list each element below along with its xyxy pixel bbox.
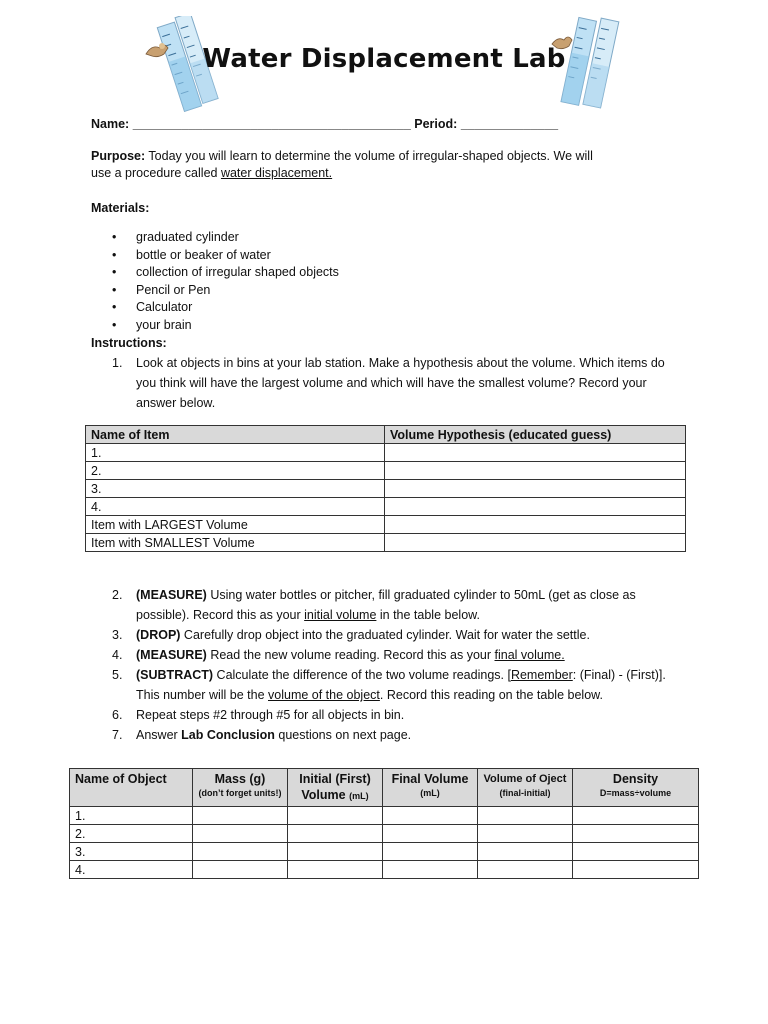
materials-heading: Materials: <box>91 201 150 215</box>
table-row <box>86 462 686 480</box>
data-cell[interactable] <box>573 807 699 825</box>
list-item: • bottle or beaker of water <box>112 247 339 265</box>
table-row <box>70 825 699 843</box>
step-text: This number will be the <box>136 688 269 702</box>
step-text: . Record this reading on the table below. <box>379 688 603 702</box>
table-row <box>70 861 699 879</box>
data-cell[interactable] <box>383 825 478 843</box>
data-cell[interactable] <box>193 807 288 825</box>
materials-list <box>112 229 339 335</box>
row-label[interactable]: 2. <box>70 825 193 843</box>
column-header <box>383 769 478 807</box>
data-cell[interactable] <box>478 807 573 825</box>
data-cell[interactable] <box>383 843 478 861</box>
list-item: • graduated cylinder <box>112 229 339 247</box>
answer-cell[interactable] <box>385 534 686 552</box>
table-header-row <box>86 426 686 444</box>
purpose-term: water displacement. <box>220 166 333 180</box>
answer-cell[interactable] <box>385 480 686 498</box>
data-cell[interactable] <box>478 861 573 879</box>
page-title: Water Displacement Lab <box>202 44 566 74</box>
step-text: Using water bottles or pitcher, fill graduated cylinder to 50mL (get as close as <box>206 588 636 602</box>
row-label[interactable]: 1. <box>86 444 385 462</box>
step-keyword: (MEASURE) <box>136 648 207 662</box>
row-label[interactable]: 3. <box>86 480 385 498</box>
step-keyword: (DROP) <box>136 628 181 642</box>
step-number: 3. <box>112 628 123 642</box>
list-item: • your brain <box>112 317 339 335</box>
step-text-line <box>136 605 666 625</box>
step-text-line <box>136 685 666 705</box>
column-header <box>288 769 383 807</box>
purpose-line-1 <box>91 148 593 164</box>
step-text-line <box>136 645 666 665</box>
list-item: • Calculator <box>112 299 339 317</box>
step-text-line: you think will have the largest volume and which will have the smallest volume? Record your <box>136 376 647 390</box>
step-text-line <box>136 585 666 605</box>
step-text: Read the new volume reading. Record this as your <box>206 648 495 662</box>
step-text: Carefully drop object into the graduated cylinder. Wait for water the settle. <box>180 628 590 642</box>
list-item <box>112 725 666 745</box>
table-row <box>86 444 686 462</box>
purpose-text-1: Today you will learn to determine the volume of irregular-shaped objects. We will <box>145 149 593 163</box>
step-text-line: Look at objects in bins at your lab station. Make a hypothesis about the volume. Which items do <box>136 356 665 370</box>
step-term: final volume. <box>494 648 565 662</box>
answer-cell[interactable] <box>385 498 686 516</box>
column-header-note: (don’t forget units!) <box>198 788 282 798</box>
name-label: Name: <box>91 117 130 131</box>
data-cell[interactable] <box>288 807 383 825</box>
step-term: Remember <box>510 668 573 682</box>
hypothesis-table <box>85 425 686 552</box>
step-text-line: Repeat steps #2 through #5 for all objects in bin. <box>136 708 405 722</box>
column-header <box>193 769 288 807</box>
column-header: Name of Item <box>86 426 385 444</box>
data-cell[interactable] <box>193 861 288 879</box>
column-header-title: Volume <box>301 788 346 802</box>
step-text: Calculate the difference of the two volume readings. [ <box>213 668 511 682</box>
table-row <box>86 498 686 516</box>
list-item <box>112 625 666 645</box>
step-text-line: answer below. <box>136 396 216 410</box>
column-header-note: (mL) <box>420 788 440 798</box>
step-text-line <box>136 725 666 745</box>
table-row <box>70 843 699 861</box>
step-number: 5. <box>112 668 123 682</box>
data-cell[interactable] <box>193 825 288 843</box>
step-text: Answer <box>136 728 182 742</box>
answer-cell[interactable] <box>385 462 686 480</box>
row-label[interactable]: 3. <box>70 843 193 861</box>
step-number: 2. <box>112 588 123 602</box>
data-cell[interactable] <box>478 825 573 843</box>
data-cell[interactable] <box>193 843 288 861</box>
purpose-line-2 <box>91 165 332 181</box>
column-header-title: Volume of Oject <box>483 773 567 785</box>
object-data-table <box>69 768 699 879</box>
step-number: 4. <box>112 648 123 662</box>
name-field[interactable]: ________________________________________ <box>132 117 411 131</box>
row-label[interactable]: 1. <box>70 807 193 825</box>
column-header <box>573 769 699 807</box>
column-header: Volume Hypothesis (educated guess) <box>385 426 686 444</box>
list-item <box>112 705 666 725</box>
data-cell[interactable] <box>288 843 383 861</box>
step-text: : (Final) - (First)]. <box>572 668 666 682</box>
data-cell[interactable] <box>288 825 383 843</box>
data-cell[interactable] <box>573 843 699 861</box>
step-keyword: (MEASURE) <box>136 588 207 602</box>
step-term: volume of the object <box>268 688 380 702</box>
instructions-step-1 <box>112 353 665 413</box>
data-cell[interactable] <box>288 861 383 879</box>
name-period-line <box>91 116 558 132</box>
step-keyword: (SUBTRACT) <box>136 668 214 682</box>
step-number: 7. <box>112 728 123 742</box>
data-cell[interactable] <box>383 807 478 825</box>
period-label: Period: <box>414 117 458 131</box>
column-header-title-line2 <box>291 787 379 803</box>
list-item <box>112 585 666 625</box>
step-text-line <box>136 665 666 685</box>
table-row <box>70 807 699 825</box>
list-item <box>112 353 665 413</box>
answer-cell[interactable] <box>385 444 686 462</box>
instructions-heading: Instructions: <box>91 336 167 350</box>
table-row <box>86 516 686 534</box>
list-item <box>112 665 666 705</box>
step-number: 1. <box>112 356 123 370</box>
data-cell[interactable] <box>383 861 478 879</box>
answer-cell[interactable] <box>385 516 686 534</box>
column-header-note: (final-initial) <box>499 788 551 798</box>
column-header-title: Final Volume <box>391 772 469 786</box>
data-cell[interactable] <box>573 861 699 879</box>
period-field[interactable]: ______________ <box>460 117 559 131</box>
data-cell[interactable] <box>478 843 573 861</box>
step-term: initial volume <box>304 608 377 622</box>
list-item: • Pencil or Pen <box>112 282 339 300</box>
purpose-text-2: use a procedure called <box>91 166 221 180</box>
step-text: possible). Record this as your <box>136 608 305 622</box>
list-item: • collection of irregular shaped objects <box>112 264 339 282</box>
column-header <box>70 769 193 807</box>
column-header-title: Mass (g) <box>214 772 266 786</box>
column-header-note: (mL) <box>349 791 369 801</box>
table-row <box>86 480 686 498</box>
table-header-row <box>70 769 699 807</box>
table-row <box>86 534 686 552</box>
column-header-title: Initial (First) <box>299 772 371 786</box>
column-header-title: Density <box>612 772 659 786</box>
column-header-note: D=mass÷volume <box>599 788 672 798</box>
instructions-steps-2-7 <box>112 585 666 745</box>
column-header-title: Name of Object <box>75 772 167 786</box>
step-text-line <box>136 625 666 645</box>
step-keyword: Lab Conclusion <box>181 728 275 742</box>
row-label[interactable]: Item with SMALLEST Volume <box>86 534 385 552</box>
step-number: 6. <box>112 708 123 722</box>
list-item <box>112 645 666 665</box>
data-cell[interactable] <box>573 825 699 843</box>
row-label[interactable]: 2. <box>86 462 385 480</box>
row-label[interactable]: Item with LARGEST Volume <box>86 516 385 534</box>
column-header <box>478 769 573 807</box>
row-label[interactable]: 4. <box>70 861 193 879</box>
purpose-label: Purpose: <box>91 149 146 163</box>
row-label[interactable]: 4. <box>86 498 385 516</box>
step-text: questions on next page. <box>274 728 412 742</box>
step-text: in the table below. <box>376 608 480 622</box>
